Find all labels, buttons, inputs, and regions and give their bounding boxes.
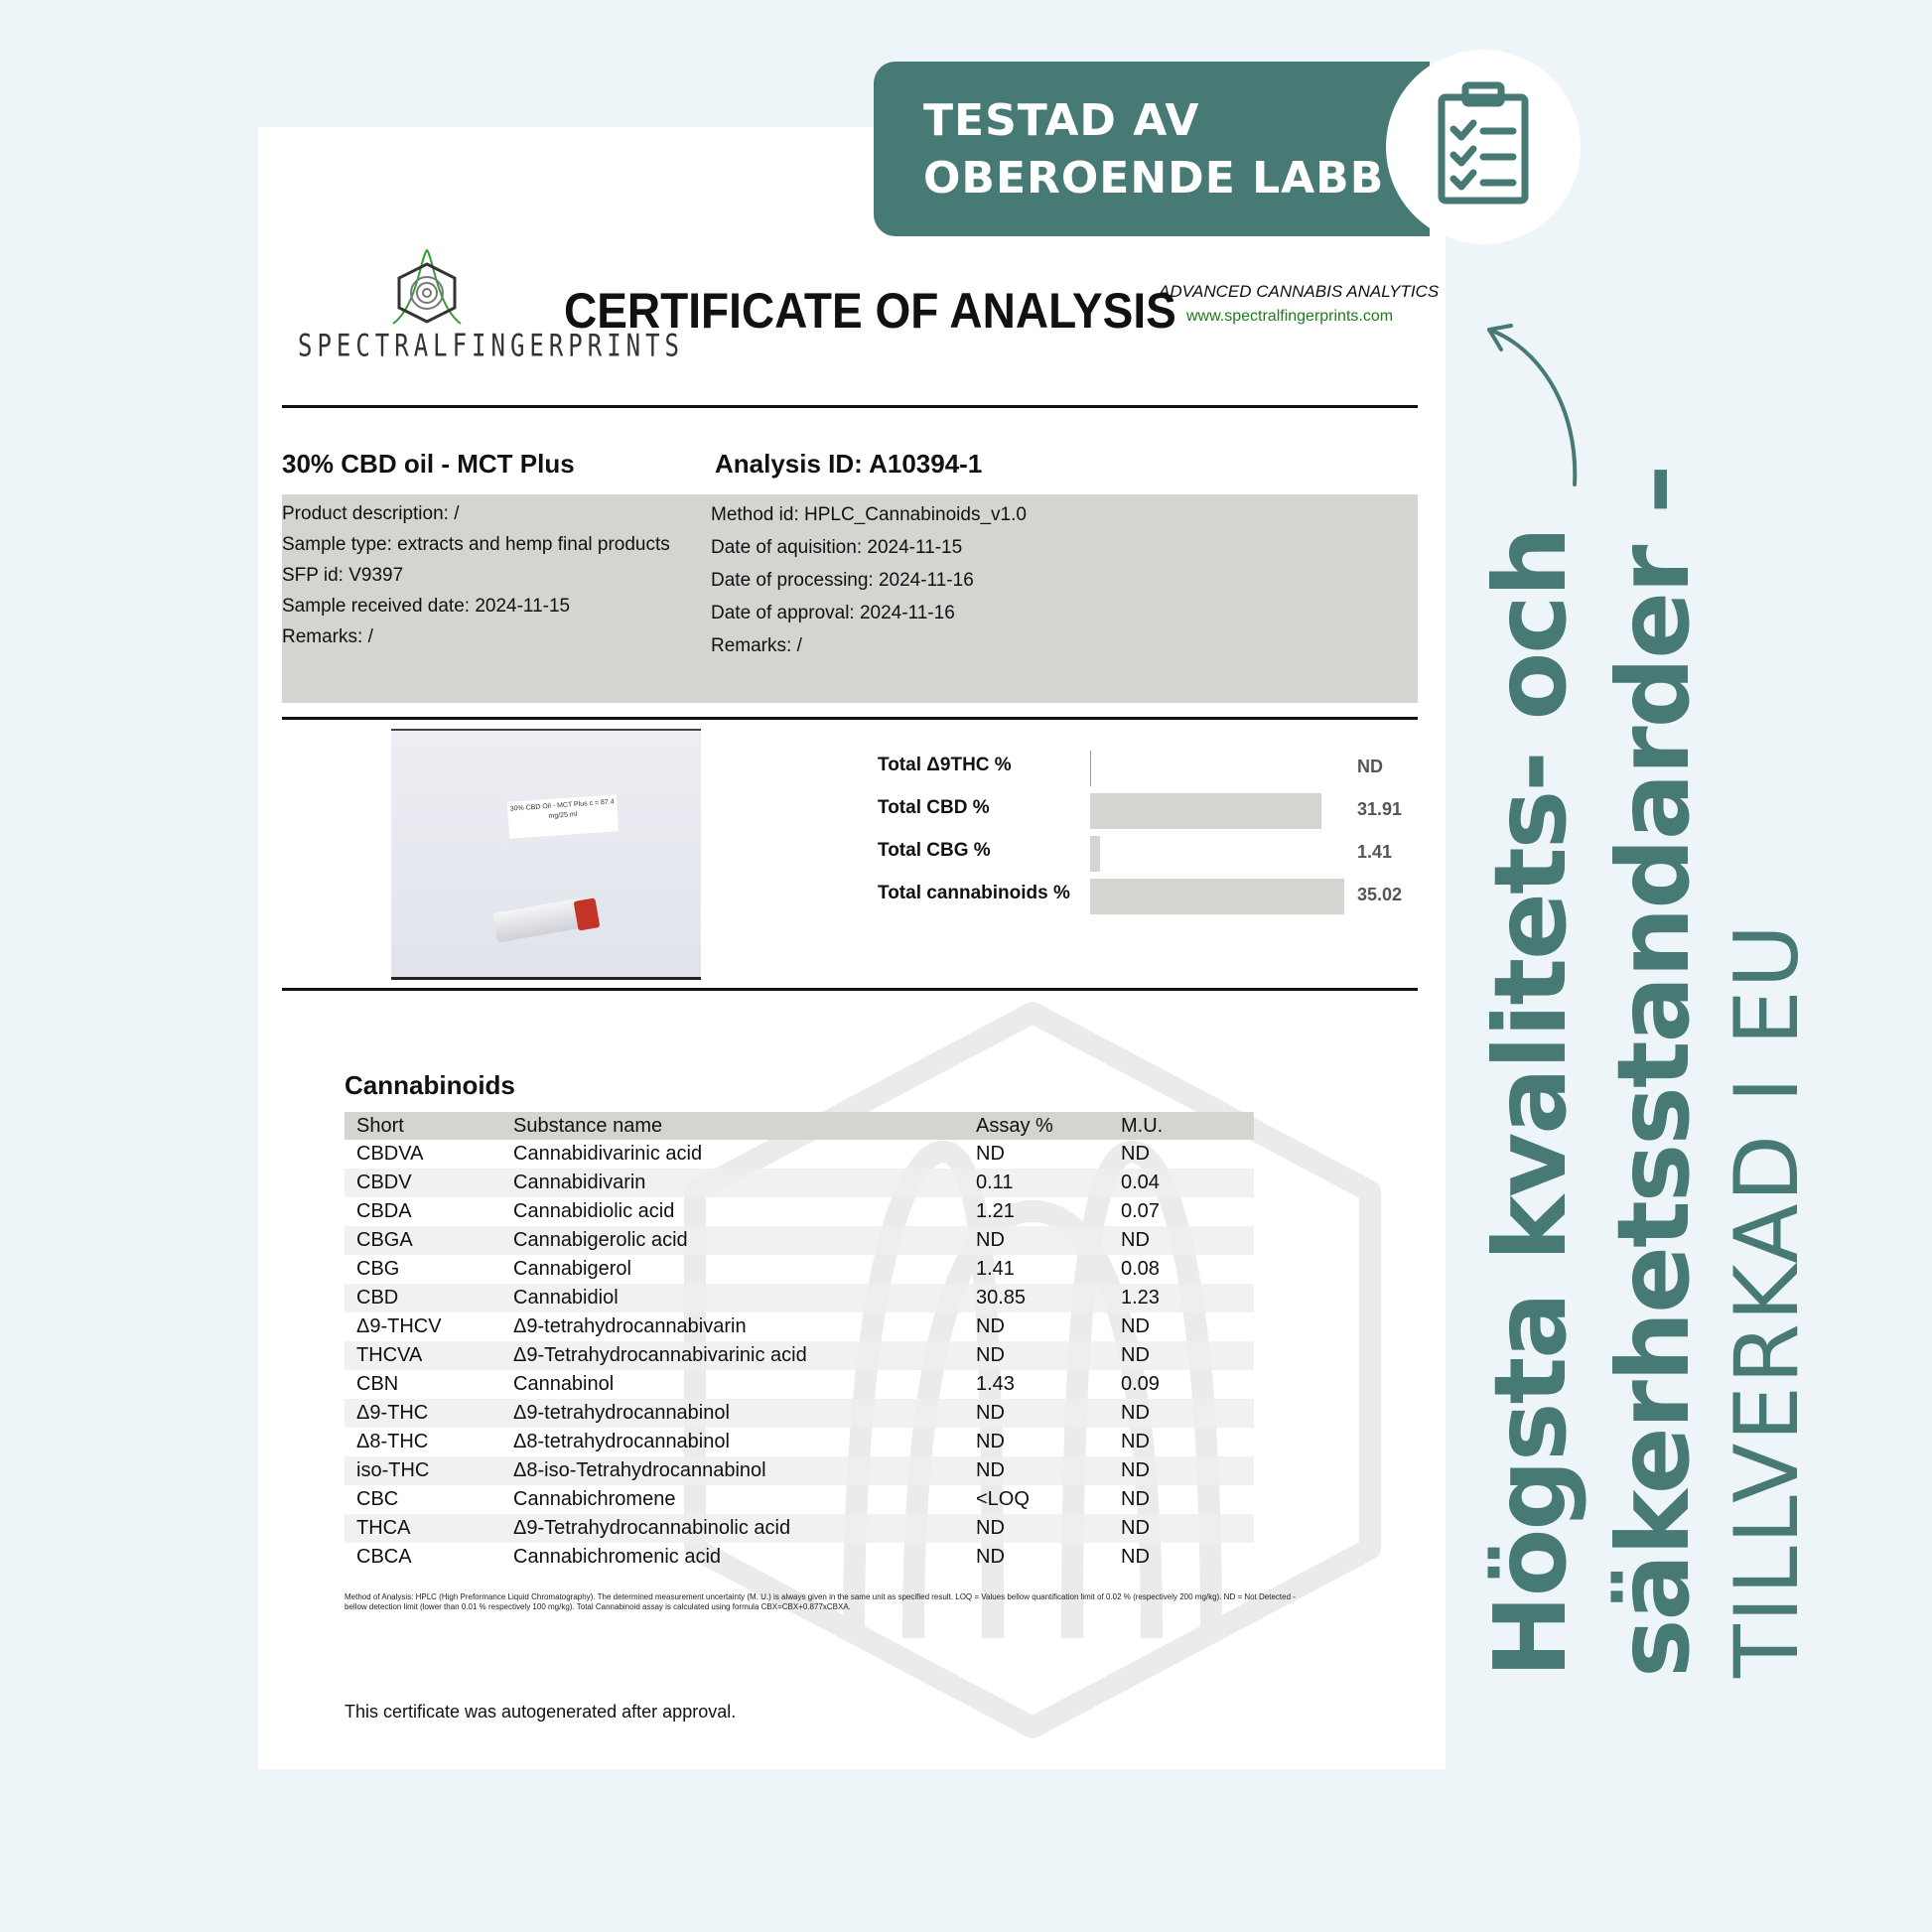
info-right-item: Date of processing: 2024-11-16	[711, 570, 974, 591]
cell-assay: ND	[976, 1315, 1005, 1337]
website-link[interactable]: www.spectralfingerprints.com	[1186, 308, 1394, 325]
tagline: ADVANCED CANNABIS ANALYTICS	[1159, 282, 1440, 301]
cell-mu: ND	[1121, 1459, 1150, 1481]
cell-short: THCVA	[356, 1344, 423, 1366]
summary-label: Total CBG %	[878, 840, 991, 861]
lab-tested-badge	[874, 62, 1430, 236]
info-right-item: Date of approval: 2024-11-16	[711, 603, 955, 623]
header-substance: Substance name	[513, 1115, 663, 1137]
header-short: Short	[356, 1115, 404, 1137]
cell-assay: ND	[976, 1143, 1005, 1165]
cell-substance: Cannabigerolic acid	[513, 1229, 688, 1251]
logo-text: SPECTRALFINGERPRINTS	[298, 327, 684, 364]
info-left-item: Product description: /	[282, 503, 460, 524]
summary-axis	[1090, 751, 1091, 786]
cell-substance: Δ9-tetrahydrocannabinol	[513, 1402, 730, 1424]
summary-value: 35.02	[1357, 885, 1403, 904]
cell-substance: Cannabinol	[513, 1373, 615, 1395]
cell-substance: Cannabigerol	[513, 1258, 631, 1280]
cell-assay: ND	[976, 1431, 1005, 1452]
cell-assay: 0.11	[976, 1172, 1014, 1193]
info-left-item: Remarks: /	[282, 626, 373, 647]
cell-mu: 0.04	[1121, 1172, 1160, 1193]
autogenerated-note: This certificate was autogenerated after approval.	[345, 1702, 737, 1722]
curved-arrow-icon	[1469, 308, 1588, 496]
cell-substance: Δ8-tetrahydrocannabinol	[513, 1431, 730, 1452]
sample-info-left	[282, 498, 670, 652]
divider-bottom	[282, 988, 1418, 991]
table-row	[345, 1284, 1254, 1312]
table-row	[345, 1312, 1254, 1341]
cell-substance: Δ9-Tetrahydrocannabinolic acid	[513, 1517, 791, 1539]
product-name: 30% CBD oil - MCT Plus	[282, 449, 575, 479]
fingerprint-hexagon-icon	[298, 246, 556, 332]
cell-mu: ND	[1121, 1431, 1150, 1452]
vial	[492, 897, 586, 942]
cannabinoids-title: Cannabinoids	[345, 1070, 515, 1100]
cell-mu: ND	[1121, 1143, 1150, 1165]
cell-short: CBN	[356, 1373, 399, 1395]
method-footnote: Method of Analysis: HPLC (High Preformance Liquid Chromatography). The determined measurement uncertainty (M. U.) is always given in the same unit as specified result. LOQ = Values bellow quantification limit of 0.02 % (respectively 200 mg/kg). ND = Not Detected - bellow detection limit (lower than 0.01 % respectively 100 mg/kg). Total Cannabinoid assay is calculated using formula CBX=CBX+0.877xCBXA.	[345, 1592, 1296, 1611]
cell-short: Δ9-THC	[356, 1402, 429, 1424]
table-row	[345, 1341, 1254, 1370]
cell-substance: Cannabidiolic acid	[513, 1200, 675, 1222]
summary-value: 1.41	[1357, 842, 1393, 862]
table-header-row	[345, 1112, 1254, 1140]
cell-assay: ND	[976, 1459, 1005, 1481]
cell-short: CBGA	[356, 1229, 413, 1251]
cell-short: THCA	[356, 1517, 411, 1539]
cell-short: CBDA	[356, 1200, 412, 1222]
info-right-item: Remarks: /	[711, 635, 802, 656]
cell-substance: Cannabichromenic acid	[513, 1546, 722, 1568]
cell-short: CBG	[356, 1258, 400, 1280]
table-row	[345, 1370, 1254, 1399]
cell-assay: ND	[976, 1229, 1005, 1251]
table-row	[345, 1226, 1254, 1255]
cell-substance: Cannabidivarin	[513, 1172, 646, 1193]
cell-short: Δ9-THCV	[356, 1315, 442, 1337]
side-text	[1469, 466, 1819, 1678]
cell-short: Δ8-THC	[356, 1431, 429, 1452]
side-text-line3: TILLVERKAD I EU	[1716, 921, 1818, 1678]
side-text-line2: säkerhetsstandarder –	[1595, 466, 1712, 1678]
divider-middle	[282, 717, 1418, 720]
table-row	[345, 1140, 1254, 1169]
photo-label: 30% CBD Oil - MCT Plus c = 87.4 mg/25 ml	[507, 794, 619, 839]
cell-mu: ND	[1121, 1229, 1150, 1251]
table-row	[345, 1399, 1254, 1428]
cell-substance: Cannabichromene	[513, 1488, 676, 1510]
clipboard-checklist-icon	[1436, 79, 1531, 207]
vial-cap	[574, 897, 601, 930]
info-left-item: Sample received date: 2024-11-15	[282, 596, 571, 617]
table-row	[345, 1543, 1254, 1572]
table-row	[345, 1514, 1254, 1543]
cell-substance: Δ9-tetrahydrocannabivarin	[513, 1315, 747, 1337]
cell-short: iso-THC	[356, 1459, 430, 1481]
cell-assay: 30.85	[976, 1287, 1027, 1309]
cell-short: CBC	[356, 1488, 399, 1510]
cell-substance: Cannabidivarinic acid	[513, 1143, 703, 1165]
cell-mu: ND	[1121, 1488, 1150, 1510]
cell-mu: 0.08	[1121, 1258, 1160, 1280]
cell-assay: ND	[976, 1402, 1005, 1424]
cell-assay: ND	[976, 1546, 1005, 1568]
cell-mu: 1.23	[1121, 1287, 1160, 1309]
side-text-line1: Högsta kvalitets- och	[1472, 528, 1588, 1678]
summary-label: Total Δ9THC %	[878, 755, 1012, 775]
cell-short: CBCA	[356, 1546, 412, 1568]
spectralfingerprints-logo	[298, 246, 684, 367]
cell-substance: Δ8-iso-Tetrahydrocannabinol	[513, 1459, 766, 1481]
cell-mu: ND	[1121, 1315, 1150, 1337]
table-row	[345, 1255, 1254, 1284]
table-row	[345, 1485, 1254, 1514]
cell-assay: 1.41	[976, 1258, 1015, 1280]
cell-assay: <LOQ	[976, 1488, 1030, 1510]
cell-substance: Δ9-Tetrahydrocannabivarinic acid	[513, 1344, 807, 1366]
info-left-item: Sample type: extracts and hemp final products	[282, 534, 670, 555]
cell-assay: ND	[976, 1344, 1005, 1366]
cell-mu: ND	[1121, 1344, 1150, 1366]
badge-line2: OBEROENDE LABB	[923, 153, 1385, 204]
summary-bar	[1090, 879, 1344, 914]
divider-top	[282, 405, 1418, 408]
summary-label: Total CBD %	[878, 797, 990, 818]
table-row	[345, 1428, 1254, 1456]
cell-assay: ND	[976, 1517, 1005, 1539]
table-row	[345, 1197, 1254, 1226]
cell-substance: Cannabidiol	[513, 1287, 619, 1309]
cell-mu: ND	[1121, 1402, 1150, 1424]
cannabinoids-table	[345, 1112, 1254, 1572]
sample-photo	[391, 729, 701, 980]
info-right-item: Date of aquisition: 2024-11-15	[711, 537, 963, 558]
cell-short: CBD	[356, 1287, 399, 1309]
summary-bar	[1090, 836, 1100, 872]
cell-assay: 1.21	[976, 1200, 1015, 1222]
summary-value: 31.91	[1357, 799, 1403, 819]
table-row	[345, 1456, 1254, 1485]
summary-label: Total cannabinoids %	[878, 883, 1070, 903]
analysis-id: Analysis ID: A10394-1	[715, 449, 983, 479]
info-right-item: Method id: HPLC_Cannabinoids_v1.0	[711, 504, 1027, 525]
cell-mu: ND	[1121, 1517, 1150, 1539]
cell-mu: ND	[1121, 1546, 1150, 1568]
table-row	[345, 1169, 1254, 1197]
summary-bar	[1090, 793, 1321, 829]
certificate-title: CERTIFICATE OF ANALYSIS	[564, 283, 1176, 339]
cell-short: CBDVA	[356, 1143, 424, 1165]
badge-icon-circle	[1386, 50, 1581, 244]
header-assay: Assay %	[976, 1115, 1053, 1137]
cell-short: CBDV	[356, 1172, 412, 1193]
badge-line1: TESTAD AV	[923, 95, 1200, 146]
info-left-item: SFP id: V9397	[282, 565, 404, 586]
sample-info-right	[711, 498, 1027, 662]
cell-mu: 0.09	[1121, 1373, 1160, 1395]
cell-assay: 1.43	[976, 1373, 1015, 1395]
summary-value: ND	[1357, 757, 1383, 776]
sample-info-box	[282, 494, 1418, 703]
header-mu: M.U.	[1121, 1115, 1164, 1137]
cell-mu: 0.07	[1121, 1200, 1160, 1222]
